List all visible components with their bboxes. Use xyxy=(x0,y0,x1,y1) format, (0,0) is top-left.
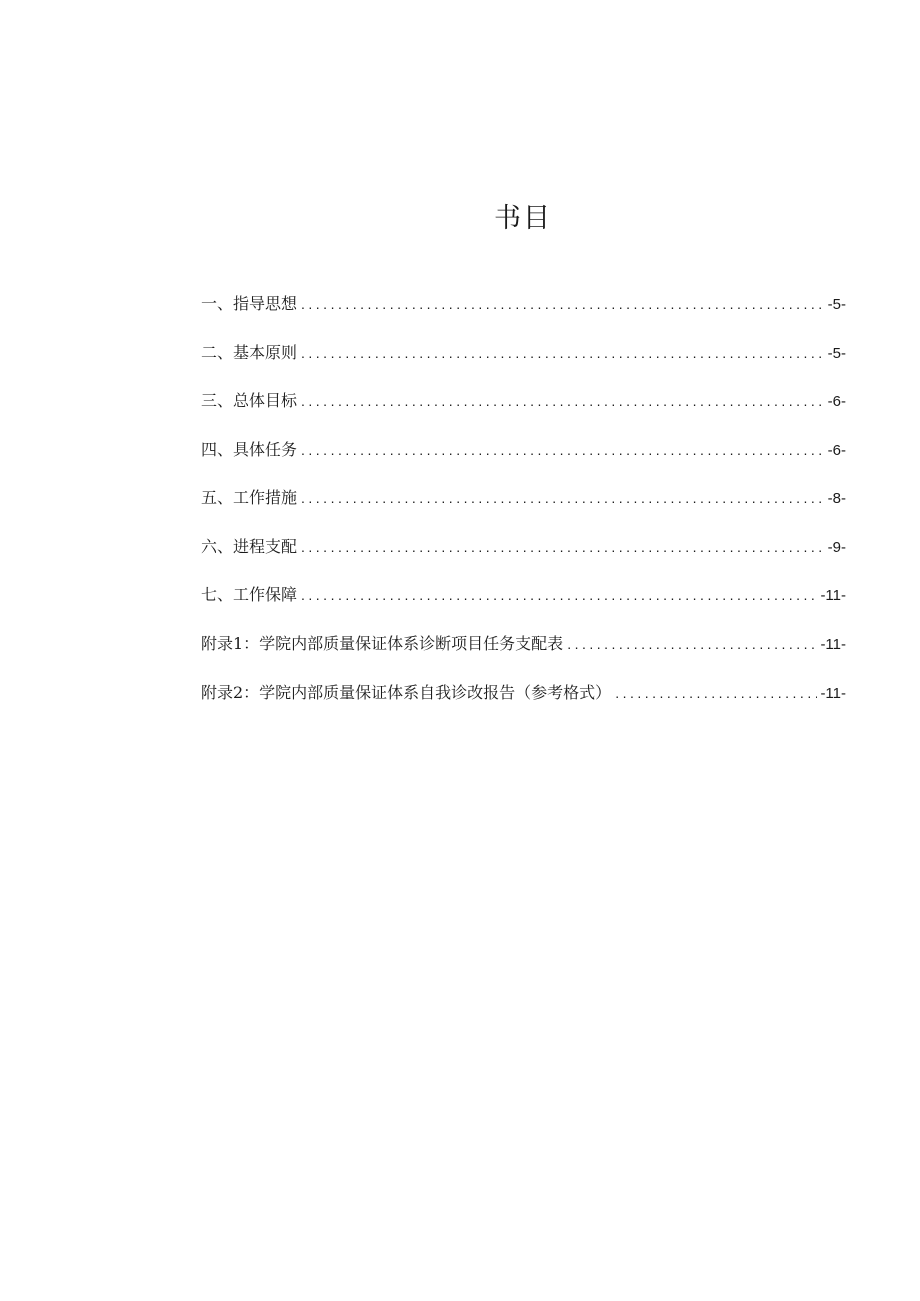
toc-entry-page: -11- xyxy=(820,635,846,653)
toc-entry-label: 五、工作措施 xyxy=(201,488,298,507)
toc-dot-leader xyxy=(301,337,825,369)
toc-entry-page: -6- xyxy=(827,393,846,410)
toc-entry[interactable] xyxy=(201,337,846,386)
toc-entry[interactable] xyxy=(201,677,846,726)
toc-entry-page: -8- xyxy=(827,490,846,507)
toc-dot-leader xyxy=(301,385,825,417)
toc-entry[interactable] xyxy=(201,385,846,434)
toc-dot-leader xyxy=(301,579,817,611)
toc-dot-leader xyxy=(301,531,825,563)
toc-entry-page: -9- xyxy=(827,538,846,556)
toc-entry-page: -5- xyxy=(827,296,846,313)
toc-dot-leader xyxy=(301,482,825,514)
toc-entry[interactable] xyxy=(201,531,846,580)
toc-entry-page: -5- xyxy=(827,344,846,362)
toc-entry-label: 附录2：学院内部质量保证体系自我诊改报告（参考格式） xyxy=(201,682,612,702)
toc-entry-label: 三、总体目标 xyxy=(201,391,298,410)
toc-dot-leader xyxy=(301,288,825,320)
toc-entry-label: 七、工作保障 xyxy=(201,585,298,604)
toc-entry-label: 附录1：学院内部质量保证体系诊断项目任务支配表 xyxy=(201,633,564,653)
toc-entry[interactable] xyxy=(201,579,846,628)
toc-dot-leader xyxy=(615,677,817,709)
toc-entry[interactable] xyxy=(201,628,846,677)
toc-dot-leader xyxy=(567,628,817,660)
toc-entry-label: 一、指导思想 xyxy=(201,294,298,313)
toc-entry-label: 二、基本原则 xyxy=(201,342,298,362)
toc-entry-label: 四、具体任务 xyxy=(201,439,298,459)
toc-entry-page: -6- xyxy=(827,441,846,459)
toc-title: 书目 xyxy=(494,203,552,234)
toc-dot-leader xyxy=(301,434,825,466)
toc-entry[interactable] xyxy=(201,288,846,337)
toc-entry-page: -11- xyxy=(820,684,846,702)
toc-entry-label: 六、进程支配 xyxy=(201,536,298,556)
toc-entry[interactable] xyxy=(201,482,846,531)
toc-entry[interactable] xyxy=(201,434,846,483)
table-of-contents xyxy=(201,288,846,726)
toc-entry-page: -11- xyxy=(820,587,846,604)
